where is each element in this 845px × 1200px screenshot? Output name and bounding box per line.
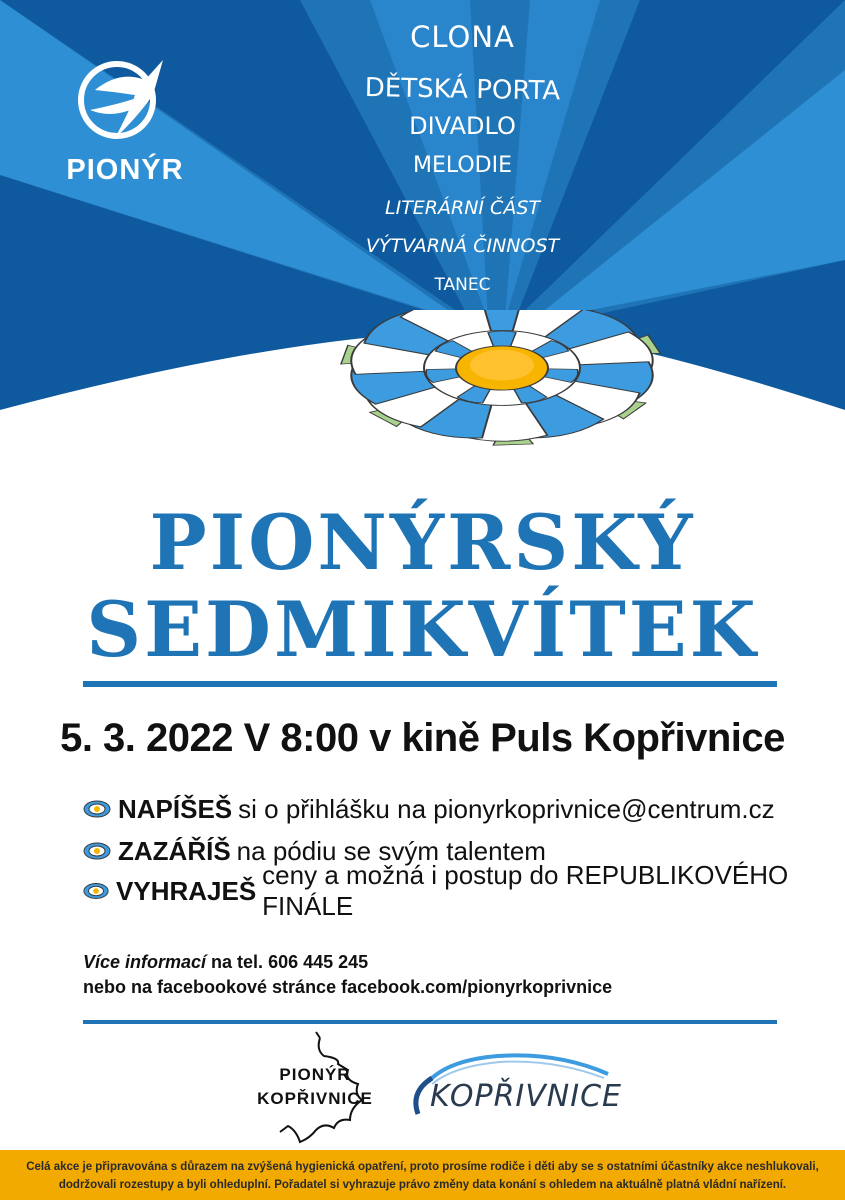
divider-top xyxy=(83,681,777,687)
flower-icon xyxy=(82,839,112,863)
sedmikvitek-flower-icon xyxy=(322,310,682,475)
leaf-outline-icon xyxy=(250,1030,380,1145)
bullet-keyword: ZAZÁŘÍŠ xyxy=(118,835,231,866)
bullet-text: na pódiu se svým talentem xyxy=(236,835,546,866)
bullet-item xyxy=(82,860,845,921)
pionyr-koprivnice-logo xyxy=(250,1030,380,1145)
pionyr-koprivnice-line2: KOPŘIVNICE xyxy=(257,1089,373,1108)
category-melodie: MELODIE xyxy=(413,153,512,178)
contact-facebook: nebo na facebookové stránce facebook.com/pionyrkoprivnice xyxy=(83,977,613,997)
category-divadlo: DIVADLO xyxy=(409,112,516,140)
bullet-text: si o přihlášku na pionyrkoprivnice@centrum.cz xyxy=(238,793,775,824)
flower-icon xyxy=(82,797,112,821)
category-tanec: TANEC xyxy=(434,275,491,295)
koprivnice-city-logo xyxy=(408,1042,630,1122)
contact-phone-number: na tel. 606 445 245 xyxy=(206,952,369,972)
category-literarni-cast: LITERÁRNÍ ČÁST xyxy=(385,197,540,219)
title-line-1: PIONÝRSKÝ xyxy=(149,498,696,587)
contact-phone xyxy=(83,952,368,973)
category-clona: CLONA xyxy=(410,20,515,54)
category-vytvarna-cinnost: VÝTVARNÁ ČINNOST xyxy=(365,235,560,257)
flower-icon xyxy=(82,879,110,903)
koprivnice-city-text: KOPŘIVNICE xyxy=(430,1079,622,1114)
category-detska-porta: DĚTSKÁ PORTA xyxy=(364,72,561,107)
pionyr-koprivnice-line1: PIONÝR xyxy=(279,1065,351,1084)
bullet-keyword: NAPÍŠEŠ xyxy=(118,793,233,824)
bullet-item xyxy=(82,792,775,826)
contact-phone-lead: Více informací xyxy=(83,952,207,972)
event-date: 5. 3. 2022 V 8:00 v kině Puls Kopřivnice xyxy=(60,716,785,760)
bullet-keyword: VYHRAJEŠ xyxy=(116,875,257,906)
bullet-text: ceny a možná i postup do REPUBLIKOVÉHO FINÁLE xyxy=(262,860,789,921)
footer-notice: Celá akce je připravována s důrazem na zvýšená hygienická opatření, proto prosíme rodiče i děti aby se s ostatními účastníky akce neshlukovali, dodržovali rozestupy a byli ohleduplní. Pořadatel si vyhrazuje právo změny data konání s ohledem na aktuálně platná vládní nařízení. xyxy=(0,1150,845,1200)
pionyr-logo-text: PIONÝR xyxy=(66,154,184,186)
title-line-2: SEDMIKVÍTEK xyxy=(86,585,759,674)
divider-bottom xyxy=(83,1020,777,1024)
